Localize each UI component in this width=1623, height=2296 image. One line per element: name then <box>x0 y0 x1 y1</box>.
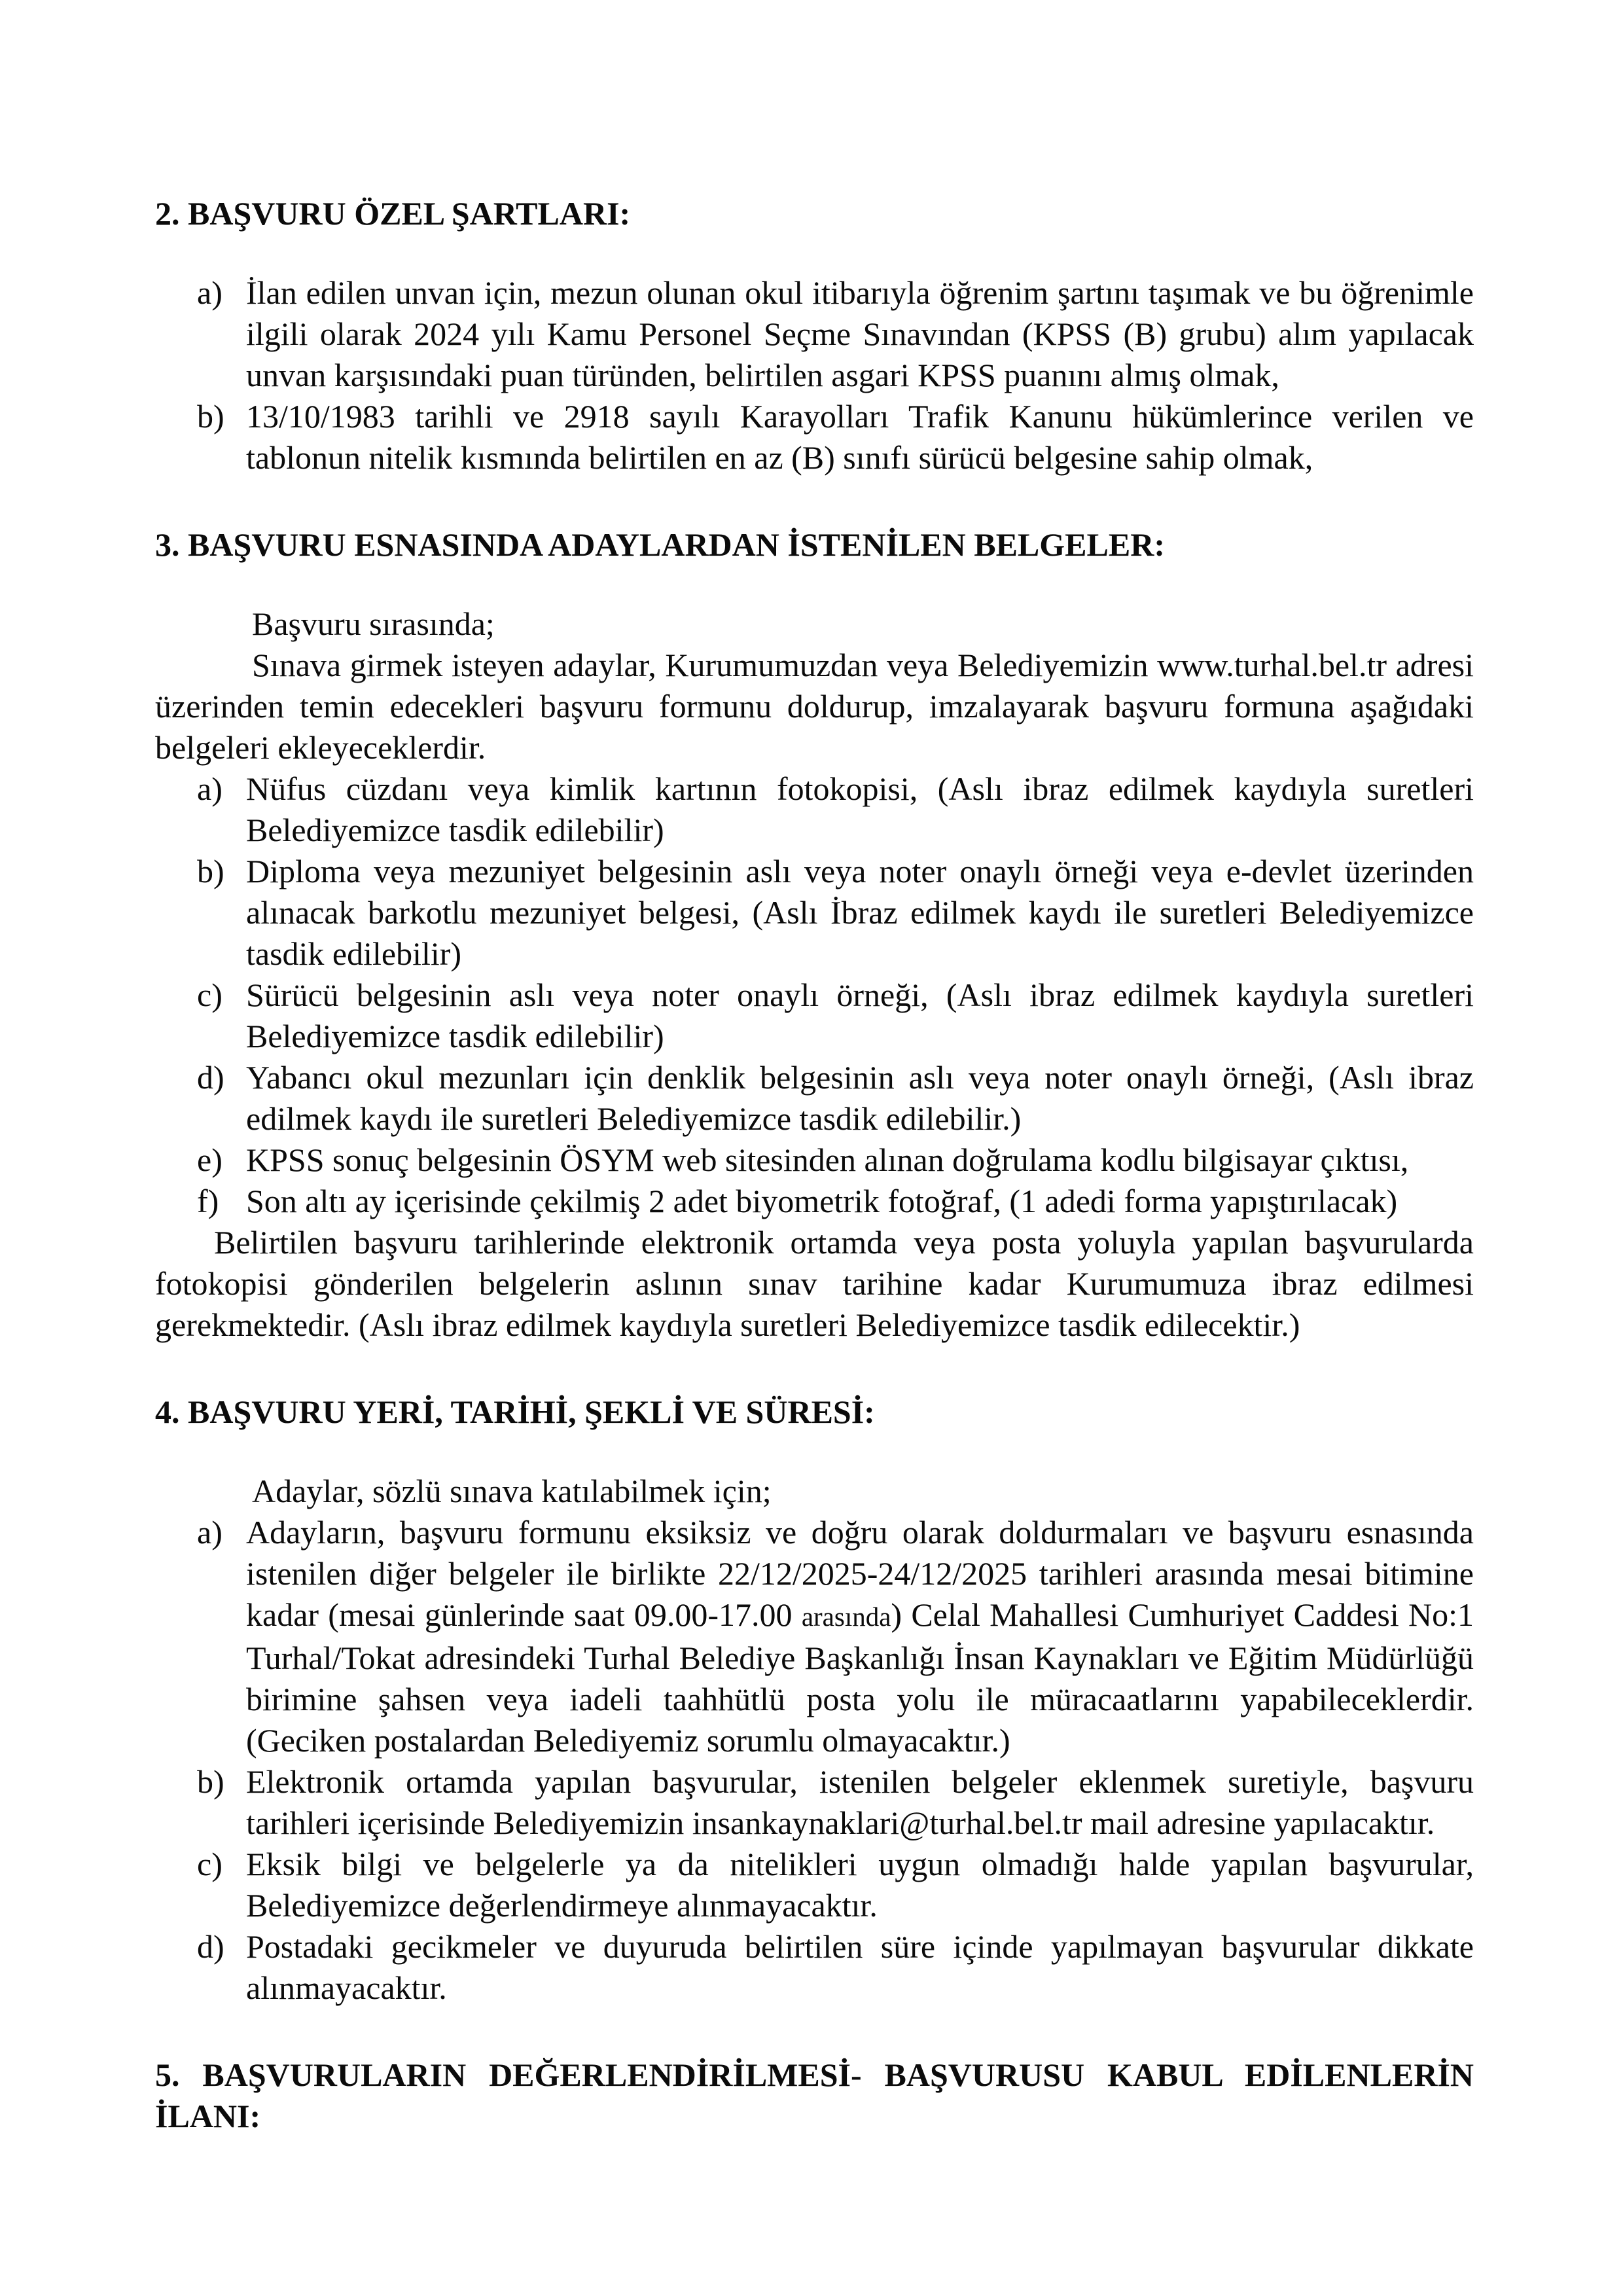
list-item <box>197 1761 1474 1844</box>
list-item-text: Diploma veya mezuniyet belgesinin aslı veya noter onaylı örneği veya e-devlet üzerinden alınacak barkotlu mezuniyet belgesi, (Aslı İbraz edilmek kaydı ile suretleri Belediyemizce tasdik edilebilir) <box>246 853 1474 972</box>
section-4-list <box>197 1512 1474 2009</box>
section-5-heading-line-2: İLANI: <box>155 2098 261 2134</box>
section-2-heading: 2. BAŞVURU ÖZEL ŞARTLARI: <box>155 195 631 232</box>
list-item <box>197 1181 1474 1222</box>
list-item-marker: a) <box>197 770 223 807</box>
list-item <box>197 1926 1474 2009</box>
list-item-marker: b) <box>197 398 224 435</box>
section-2-list <box>197 272 1474 478</box>
section-3-list <box>197 768 1474 1222</box>
section-5-heading <box>155 2054 1474 2137</box>
list-item <box>197 975 1474 1057</box>
list-item-text: Nüfus cüzdanı veya kimlik kartının fotokopisi, (Aslı ibraz edilmek kaydıyla suretleri Belediyemizce tasdik edilebilir) <box>246 770 1474 848</box>
list-item <box>197 1844 1474 1926</box>
list-item-text: Yabancı okul mezunları için denklik belgesinin aslı veya noter onaylı örneği, (Aslı ibraz edilmek kaydı ile suretleri Belediyemizce tasdik edilebilir.) <box>246 1059 1474 1137</box>
section-3-intro-paragraph: Sınava girmek isteyen adaylar, Kurumumuzdan veya Belediyemizin www.turhal.bel.tr adresi üzerinden temin edecekleri başvuru formunu doldurup, imzalayarak başvuru formuna aşağıdaki belgeleri ekleyeceklerdir. <box>155 647 1474 766</box>
list-item <box>197 851 1474 975</box>
list-item <box>197 1512 1474 1761</box>
list-item-text: Sürücü belgesinin aslı veya noter onaylı örneği, (Aslı ibraz edilmek kaydıyla suretleri Belediyemizce tasdik edilebilir) <box>246 977 1474 1054</box>
list-item <box>197 272 1474 396</box>
list-item-text: Postadaki gecikmeler ve duyuruda belirtilen süre içinde yapılmayan başvurular dikkate alınmayacaktır. <box>246 1928 1474 2006</box>
list-item <box>197 396 1474 478</box>
section-3-outro-paragraph: Belirtilen başvuru tarihlerinde elektronik ortamda veya posta yoluyla yapılan başvurularda fotokopisi gönderilen belgelerin aslının sınav tarihine kadar Kurumumuza ibraz edilmesi gerekmektedir. (Aslı ibraz edilmek kaydıyla suretleri Belediyemizce tasdik edilecektir.) <box>155 1224 1474 1343</box>
list-item-marker: b) <box>197 1763 224 1800</box>
list-item-text: Elektronik ortamda yapılan başvurular, istenilen belgeler eklenmek suretiyle, başvuru tarihleri içerisinde Belediyemizin insankaynaklari@turhal.bel.tr mail adresine yapılacaktır. <box>246 1763 1474 1841</box>
list-item-marker: d) <box>197 1928 224 1965</box>
list-item-text: 13/10/1983 tarihli ve 2918 sayılı Karayolları Trafik Kanunu hükümlerince verilen ve tablonun nitelik kısmında belirtilen en az (B) sınıfı sürücü belgesine sahip olmak, <box>246 398 1474 476</box>
list-item-text: Son altı ay içerisinde çekilmiş 2 adet biyometrik fotoğraf, (1 adedi forma yapıştırılacak) <box>246 1183 1398 1219</box>
list-item-text-part: Adayların, başvuru formunu eksiksiz ve doğru olarak doldurmaları ve başvuru esnasında istenilen diğer belgeler ile birlikte 22/12/2025-24/12/2025 tarihleri arasında mesai bitimine kadar (mesai günlerinde saat 09.00-17.00 <box>246 1514 1474 1633</box>
list-item-text: İlan edilen unvan için, mezun olunan okul itibarıyla öğrenim şartını taşımak ve bu öğrenimle ilgili olarak 2024 yılı Kamu Personel Seçme Sınavından (KPSS (B) grubu) alım yapılacak unvan karşısındaki puan türünden, belirtilen asgari KPSS puanını almış olmak, <box>246 274 1474 393</box>
list-item-marker: c) <box>197 1846 223 1882</box>
section-3-intro-line: Başvuru sırasında; <box>252 605 495 642</box>
list-item-marker: b) <box>197 853 224 889</box>
list-item-text: Eksik bilgi ve belgelerle ya da nitelikleri uygun olmadığı halde yapılan başvurular, Belediyemizce değerlendirmeye alınmayacaktır. <box>246 1846 1474 1924</box>
list-item-marker: c) <box>197 977 223 1013</box>
list-item-text-small: arasında <box>801 1602 891 1632</box>
list-item-marker: d) <box>197 1059 224 1096</box>
list-item-marker: a) <box>197 1514 223 1551</box>
list-item <box>197 1139 1474 1181</box>
section-4-heading: 4. BAŞVURU YERİ, TARİHİ, ŞEKLİ VE SÜRESİ: <box>155 1393 875 1430</box>
section-5-heading-line-1: 5. BAŞVURULARIN DEĞERLENDİRİLMESİ- BAŞVURUSU KABUL EDİLENLERİN <box>155 2056 1474 2093</box>
section-4-intro-line: Adaylar, sözlü sınava katılabilmek için; <box>252 1473 772 1509</box>
list-item-marker: a) <box>197 274 223 311</box>
list-item-text <box>246 1512 1474 1761</box>
list-item-marker: f) <box>197 1183 219 1219</box>
list-item <box>197 1057 1474 1139</box>
section-3-heading: 3. BAŞVURU ESNASINDA ADAYLARDAN İSTENİLEN BELGELER: <box>155 526 1165 563</box>
list-item-marker: e) <box>197 1141 223 1178</box>
list-item <box>197 768 1474 851</box>
list-item-text-part: ) Celal Mahallesi Cumhuriyet Caddesi No:1 Turhal/Tokat adresindeki Turhal Belediye Başkanlığı İnsan Kaynakları ve Eğitim Müdürlüğü birimine şahsen veya iadeli taahhütlü posta yolu ile müracaatlarını yapabileceklerdir. (Geciken postalardan Belediyemiz sorumlu olmayacaktır.) <box>246 1596 1474 1759</box>
list-item-text: KPSS sonuç belgesinin ÖSYM web sitesinden alınan doğrulama kodlu bilgisayar çıktısı, <box>246 1141 1409 1178</box>
